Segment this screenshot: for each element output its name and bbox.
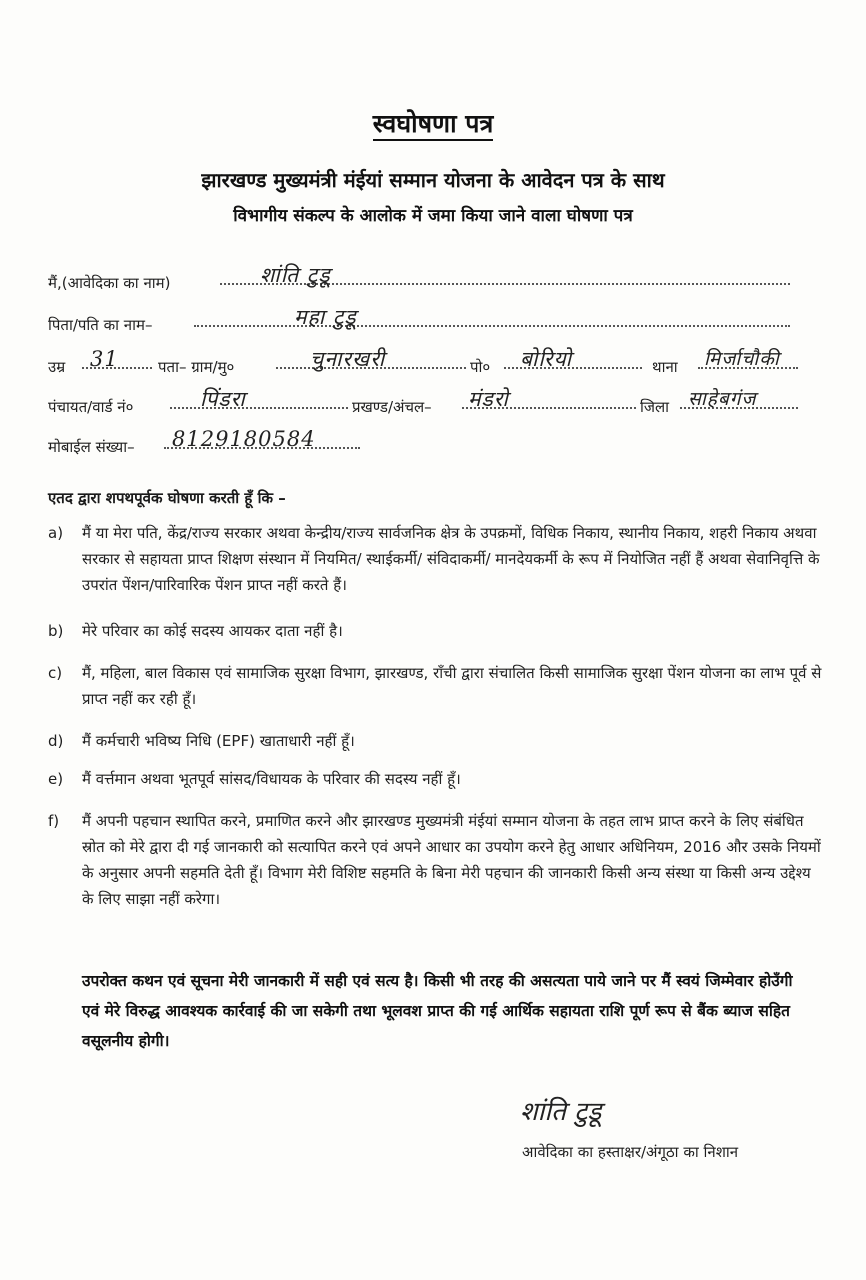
- item-marker: c): [48, 664, 63, 682]
- document-title: स्वघोषणा पत्र: [0, 106, 866, 140]
- block-value: मंडरो: [468, 387, 509, 411]
- applicant-signature: शांति टुडू: [520, 1097, 602, 1127]
- item-text: मेरे परिवार का कोई सदस्य आयकर दाता नहीं है।: [82, 622, 343, 640]
- name-label: मैं,(आवेदिका का नाम): [48, 274, 171, 292]
- item-text: मैं अपनी पहचान स्थापित करने, प्रमाणित करने और झारखण्ड मुख्यमंत्री मंईयां सम्मान योजना के तहत लाभ प्राप्त करने के लिए संबंधित स्रोत को मेरे द्वारा दी गई जानकारी को सत्यापित करने एवं अपने आधार का उपयोग करने हेतु आधार अधिनियम, 2016 और उसके नियमों के अनुसार अपनी सहमति देती हूँ। विभाग मेरी विशिष्ट सहमति के बिना मेरी पहचान की जानकारी किसी अन्य संस्था या किसी अन्य उद्देश्य के लिए साझा नहीं करेगा।: [82, 812, 821, 908]
- field-row-address: [48, 347, 818, 382]
- father-label: पिता/पति का नाम–: [48, 316, 153, 334]
- signature-caption: आवेदिका का हस्ताक्षर/अंगूठा का निशान: [522, 1143, 739, 1161]
- name-value: शांति टुडू: [260, 263, 331, 287]
- po-label: पो०: [470, 358, 491, 376]
- declaration-intro: एतद द्वारा शपथपूर्वक घोषणा करती हूँ कि –: [48, 489, 286, 507]
- district-label: जिला: [640, 398, 670, 416]
- item-marker: e): [48, 770, 64, 788]
- mobile-value: 8129180584: [172, 427, 316, 451]
- thana-value: मिर्जाचौकी: [704, 348, 780, 370]
- field-row-mobile: [48, 427, 818, 462]
- item-marker: f): [48, 812, 60, 830]
- field-row-panchayat: [48, 387, 818, 422]
- father-dotted-line: [194, 325, 790, 327]
- district-value: साहेबगंज: [688, 388, 757, 410]
- item-marker: a): [48, 524, 64, 542]
- age-label: उम्र: [48, 358, 66, 376]
- panchayat-value: पिंडरा: [200, 387, 246, 411]
- thana-label: थाना: [652, 358, 678, 376]
- po-value: बोरियो: [520, 347, 573, 371]
- father-value: महा टुडू: [294, 305, 357, 329]
- document-subtitle-scheme: झारखण्ड मुख्यमंत्री मंईयां सम्मान योजना के आवेदन पत्र के साथ: [201, 168, 665, 192]
- field-row-name: [48, 263, 818, 298]
- field-row-father: [48, 305, 818, 340]
- final-statement: उपरोक्त कथन एवं सूचना मेरी जानकारी में सही एवं सत्य है। किसी भी तरह की असत्यता पाये जाने पर मैं स्वयं जिम्मेवार होउँगी एवं मेरे विरुद्ध आवश्यक कार्रवाई की जा सकेगी तथा भूलवश प्राप्त की गई आर्थिक सहायता राशि पूर्ण रूप से बैंक ब्याज सहित वसूलनीय होगी।: [82, 972, 793, 1050]
- panchayat-label: पंचायत/वार्ड नं०: [48, 398, 134, 416]
- item-marker: d): [48, 732, 64, 750]
- item-text: मैं, महिला, बाल विकास एवं सामाजिक सुरक्षा विभाग, झारखण्ड, राँची द्वारा संचालित किसी सामाजिक सुरक्षा पेंशन योजना का लाभ पूर्व से प्राप्त नहीं कर रही हूँ।: [82, 664, 822, 708]
- mobile-label: मोबाईल संख्या–: [48, 438, 135, 456]
- item-text: मैं या मेरा पति, केंद्र/राज्य सरकार अथवा केन्द्रीय/राज्य सार्वजनिक क्षेत्र के उपक्रमों, विधिक निकाय, स्थानीय निकाय, शहरी निकाय अथवा सरकार से सहायता प्राप्त शिक्षण संस्थान में नियमित/ स्थाईकर्मी/ संविदाकर्मी/ मानदेयकर्मी के रूप में नियोजित नहीं हैं अथवा सेवानिवृत्ति के उपरांत पेंशन/पारिवारिक पेंशन प्राप्त नहीं करते हैं।: [82, 524, 820, 594]
- village-value: चुनारखरी: [310, 347, 386, 371]
- item-marker: b): [48, 622, 64, 640]
- age-value: 31: [90, 347, 119, 371]
- item-text: मैं कर्मचारी भविष्य निधि (EPF) खाताधारी नहीं हूँ।: [82, 732, 355, 750]
- item-text: मैं वर्त्तमान अथवा भूतपूर्व सांसद/विधायक के परिवार की सदस्य नहीं हूँ।: [82, 770, 461, 788]
- panchayat-dotted-line: [170, 407, 348, 409]
- document-subtitle-resolution: विभागीय संकल्प के आलोक में जमा किया जाने वाला घोषणा पत्र: [233, 206, 633, 226]
- block-label: प्रखण्ड/अंचल–: [352, 398, 432, 416]
- address-label: पता– ग्राम/मु०: [158, 358, 235, 376]
